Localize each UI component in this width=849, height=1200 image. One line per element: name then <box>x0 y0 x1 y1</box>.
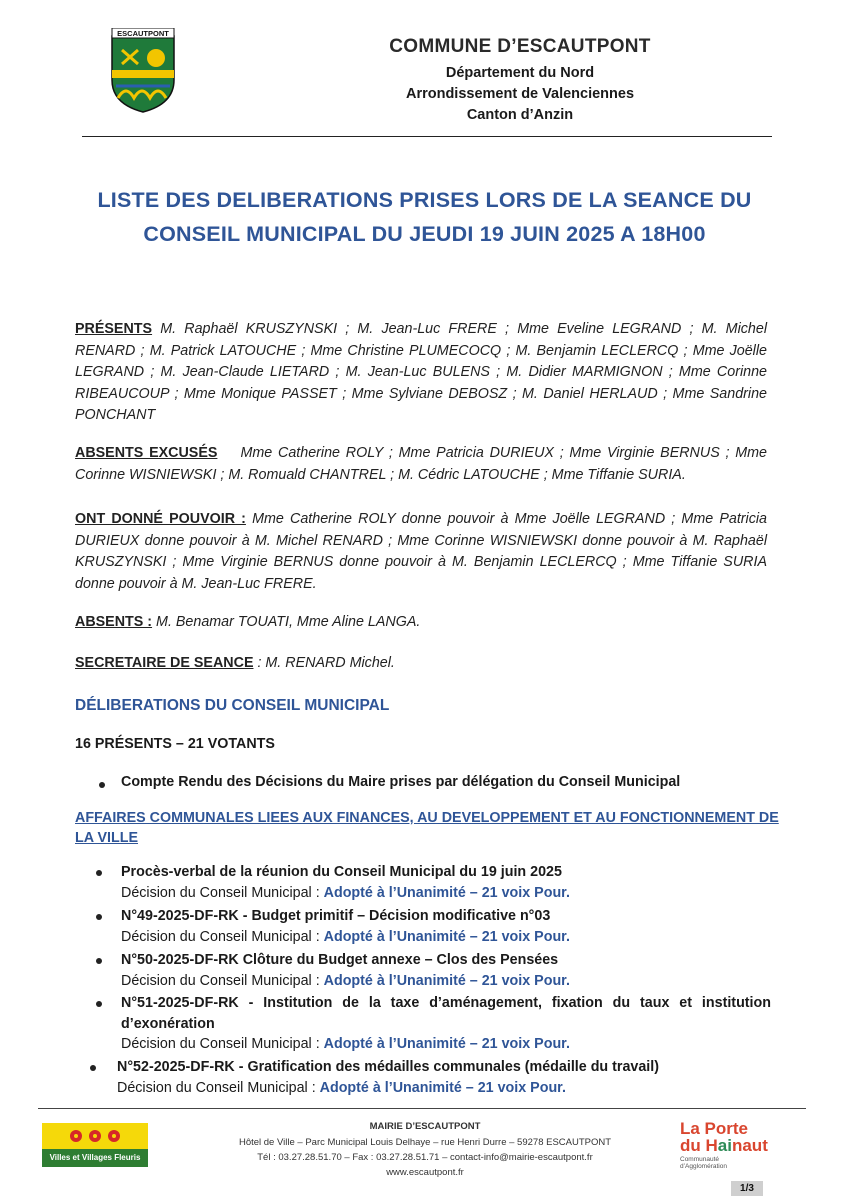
departement: Département du Nord <box>445 65 595 81</box>
header-divider <box>82 136 772 137</box>
compte-rendu-item: Compte Rendu des Décisions du Maire prises par délégation du Conseil Municipal <box>121 774 681 790</box>
deliberation-title: Procès-verbal de la réunion du Conseil Municipal du 19 juin 2025 <box>121 864 562 880</box>
section-heading-affaires: AFFAIRES COMMUNALES LIEES AUX FINANCES, AU DEVELOPPEMENT ET AU FONCTIONNEMENT DE LA VILLE <box>75 810 779 846</box>
decision-label: Décision du Conseil Municipal : <box>121 972 324 989</box>
commune-name: COMMUNE D’ESCAUTPONT <box>389 36 651 57</box>
excuses-label: ABSENTS EXCUSÉS <box>75 445 218 461</box>
decision-result: Adopté à l’Unanimité – 21 voix Pour. <box>323 972 570 989</box>
excuses-paragraph <box>75 443 771 486</box>
escautpont-crest-logo <box>108 28 178 114</box>
absents-label: ABSENTS : <box>75 614 153 630</box>
bullet-icon <box>90 1065 96 1071</box>
presents-paragraph <box>75 319 767 427</box>
bullet-icon <box>99 782 105 788</box>
footer-website[interactable]: www.escautpont.fr <box>386 1167 464 1178</box>
partner-name-line1: La Porte <box>680 1119 749 1138</box>
deliberation-title: N°49-2025-DF-RK - Budget primitif – Décision modificative n°03 <box>121 908 551 924</box>
villes-villages-fleuris-badge <box>42 1123 148 1167</box>
decision-result: Adopté à l’Unanimité – 21 voix Pour. <box>319 1079 566 1096</box>
deliberation-title: N°51-2025-DF-RK - Institution de la taxe d’aménagement, fixation du taux et institution d’exonération <box>121 995 771 1032</box>
deliberations-heading: DÉLIBERATIONS DU CONSEIL MUNICIPAL <box>75 697 390 714</box>
porte-du-hainaut-logo <box>680 1120 790 1170</box>
partner-name-line2: du Hainaut <box>680 1136 768 1155</box>
svg-text:Villes et Villages Fleuris: Villes et Villages Fleuris <box>49 1153 141 1162</box>
svg-text:ESCAUTPONT: ESCAUTPONT <box>117 29 169 38</box>
pouvoir-list: Mme Catherine ROLY donne pouvoir à Mme Joëlle LEGRAND ; Mme Patricia DURIEUX donne pouvoir à M. Michel RENARD ; Mme Corinne WISNIEWSKI donne pouvoir à M. Raphaël KRUSZYNSKI ; Mme Virginie BERNUS donne pouvoir à M. Benjamin LECLERCQ ; Mme Tiffanie SURIA donne pouvoir à M. Jean-Luc FRERE. <box>75 511 768 592</box>
decision-label: Décision du Conseil Municipal : <box>121 884 324 901</box>
decision-label: Décision du Conseil Municipal : <box>121 928 324 945</box>
pouvoir-label: ONT DONNÉ POUVOIR : <box>75 511 246 527</box>
partner-subtitle: Communauté d’Agglomération <box>680 1156 727 1170</box>
canton: Canton d’Anzin <box>466 107 574 123</box>
bullet-icon <box>96 870 102 876</box>
deliberation-title: N°52-2025-DF-RK - Gratification des médailles communales (médaille du travail) <box>117 1059 660 1075</box>
presents-list: M. Raphaël KRUSZYNSKI ; M. Jean-Luc FRERE ; Mme Eveline LEGRAND ; M. Michel RENARD ; M. Patrick LATOUCHE ; Mme Christine PLUMECOCQ ; M. Benjamin LECLERCQ ; Mme Joëlle LEGRAND ; M. Jean-Claude LIETARD ; M. Jean-Luc BULENS ; M. Didier MARMIGNON ; Mme Corinne RIBEAUCOUP ; Mme Monique PASSET ; Mme Sylviane DEBOSZ ; M. Daniel HERLAUD ; Mme Sandrine PONCHANT <box>75 321 767 424</box>
secretaire-name: : M. RENARD Michel. <box>253 655 395 671</box>
footer-address: Hôtel de Ville – Parc Municipal Louis Delhaye – rue Henri Durre – 59278 ESCAUTPONT <box>238 1137 612 1148</box>
bullet-icon <box>96 958 102 964</box>
secretaire-label: SECRETAIRE DE SEANCE <box>75 655 254 671</box>
excuses-list: Mme Catherine ROLY ; Mme Patricia DURIEUX ; Mme Virginie BERNUS ; Mme Corinne WISNIEWSKI ; M. Romuald CHANTREL ; M. Cédric LATOUCHE ; Mme Tiffanie SURIA. <box>75 445 771 483</box>
deliberation-item <box>121 862 771 903</box>
footer-contact: Tél : 03.27.28.51.70 – Fax : 03.27.28.51.71 – contact-info@mairie-escautpont.fr <box>257 1152 593 1163</box>
page-number: 1/3 <box>731 1181 763 1196</box>
decision-result: Adopté à l’Unanimité – 21 voix Pour. <box>323 884 570 901</box>
deliberation-item <box>121 906 771 947</box>
absents-list: M. Benamar TOUATI, Mme Aline LANGA. <box>152 614 421 630</box>
deliberation-item <box>117 1057 767 1098</box>
footer-mairie: MAIRIE D’ESCAUTPONT <box>369 1121 481 1132</box>
footer-divider <box>38 1108 806 1109</box>
deliberation-title: N°50-2025-DF-RK Clôture du Budget annexe – Clos des Pensées <box>121 952 559 968</box>
presents-label: PRÉSENTS <box>75 321 153 337</box>
decision-label: Décision du Conseil Municipal : <box>117 1079 320 1096</box>
deliberation-item <box>121 993 771 1055</box>
deliberation-item <box>121 950 771 991</box>
decision-label: Décision du Conseil Municipal : <box>121 1036 324 1052</box>
secretaire-paragraph <box>75 653 767 675</box>
absents-paragraph <box>75 612 767 634</box>
document-title-line2: CONSEIL MUNICIPAL DU JEUDI 19 JUIN 2025 A 18H00 <box>143 222 706 246</box>
pouvoir-paragraph <box>75 509 767 595</box>
bullet-icon <box>96 1001 102 1007</box>
decision-result: Adopté à l’Unanimité – 21 voix Pour. <box>323 1036 570 1052</box>
document-title-line1: LISTE DES DELIBERATIONS PRISES LORS DE LA SEANCE DU <box>97 188 752 212</box>
bullet-icon <box>96 914 102 920</box>
decision-result: Adopté à l’Unanimité – 21 voix Pour. <box>323 928 570 945</box>
attendance-count: 16 PRÉSENTS – 21 VOTANTS <box>75 736 275 752</box>
arrondissement: Arrondissement de Valenciennes <box>405 86 635 102</box>
